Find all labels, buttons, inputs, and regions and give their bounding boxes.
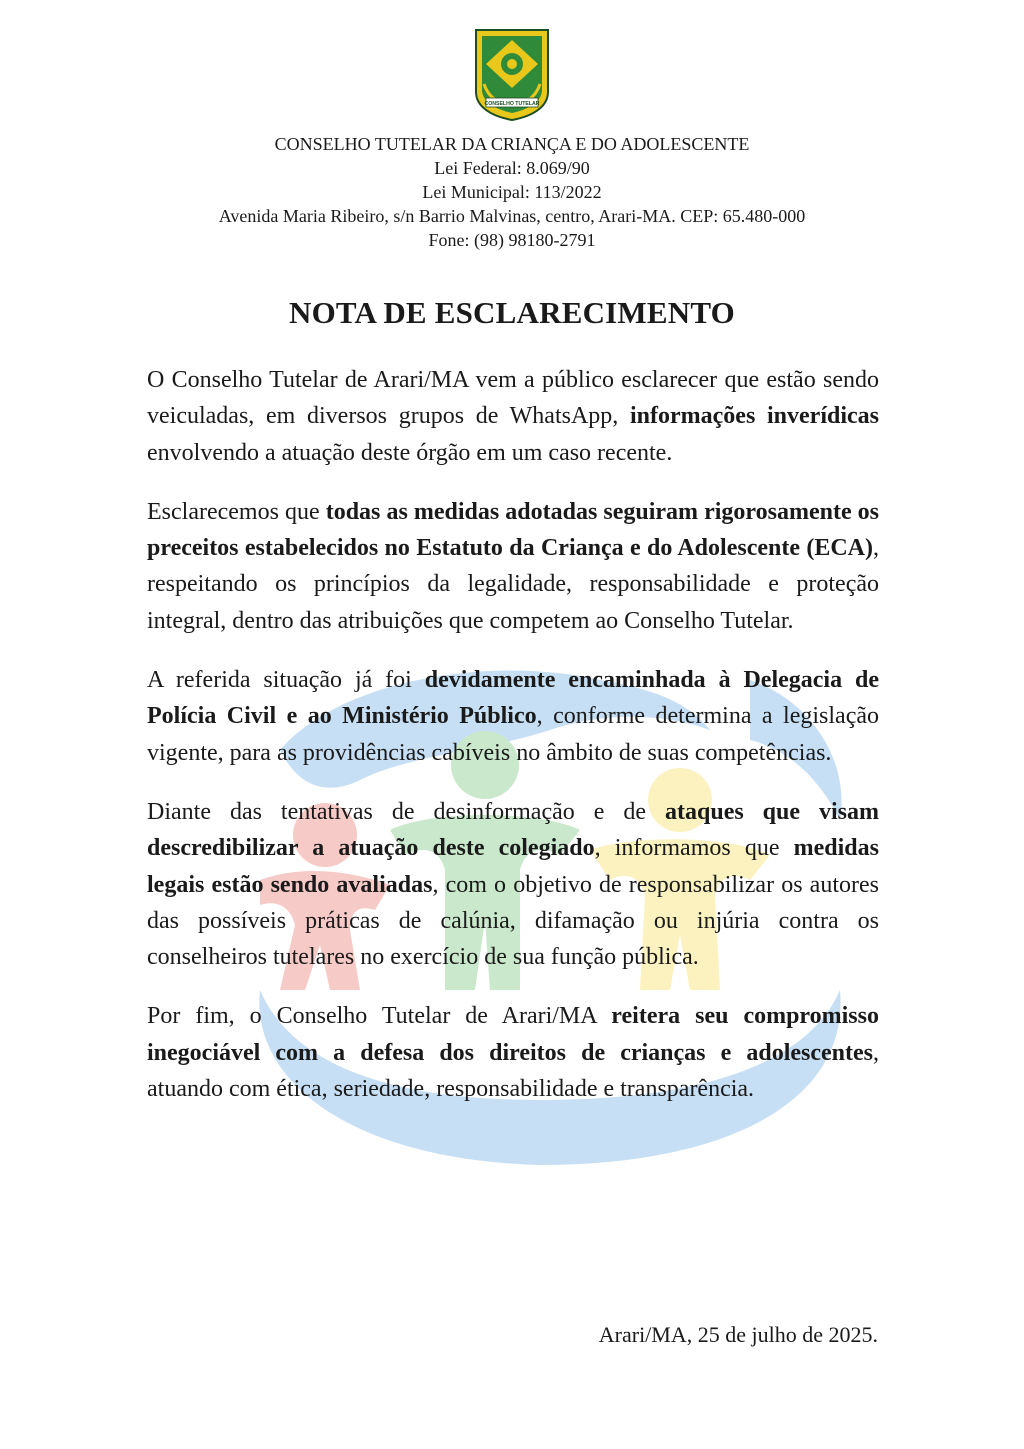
paragraph-text: , respeitando os princípios da legalidade, responsabilidade e proteção integral, dentro das atribuições que competem ao Conselho Tutelar. bbox=[147, 535, 879, 634]
document-body bbox=[147, 362, 879, 1130]
document-title: NOTA DE ESCLARECIMENTO bbox=[289, 295, 735, 330]
paragraph-text: Por fim, o Conselho Tutelar de Arari/MA bbox=[147, 1003, 612, 1030]
date-signoff: Arari/MA, 25 de julho de 2025. bbox=[598, 1322, 878, 1347]
paragraph-bold: devidamente encaminhada à Delegacia de Polícia Civil e ao Ministério Público bbox=[147, 667, 879, 730]
paragraph-1 bbox=[147, 362, 879, 471]
paragraph-text: , conforme determina a legislação vigente, para as providências cabíveis no âmbito de suas competências. bbox=[147, 703, 880, 766]
org-name: CONSELHO TUTELAR DA CRIANÇA E DO ADOLESCENTE bbox=[274, 134, 750, 154]
paragraph-bold: ataques que visam descredibilizar a atuação deste colegiado bbox=[147, 798, 879, 862]
address: Avenida Maria Ribeiro, s/n Barrio Malvinas, centro, Arari-MA. CEP: 65.480-000 bbox=[218, 206, 806, 226]
paragraph-text: O Conselho Tutelar de Arari/MA vem a público esclarecer que estão sendo veiculadas, em diversos grupos de WhatsApp, bbox=[147, 367, 879, 430]
crest-center-dot bbox=[507, 59, 517, 69]
paragraph-text: A referida situação já foi bbox=[147, 667, 425, 694]
conselho-tutelar-crest bbox=[462, 22, 562, 122]
paragraph-text: Diante das tentativas de desinformação e de bbox=[147, 798, 666, 825]
crest-ribbon-text: CONSELHO TUTELAR bbox=[484, 101, 540, 107]
paragraph-text: envolvendo a atuação deste órgão em um caso recente. bbox=[147, 439, 673, 466]
paragraph-2 bbox=[147, 494, 879, 639]
paragraph-bold: reitera seu compromisso inegociável com a defesa dos direitos de crianças e adolescentes bbox=[147, 1003, 879, 1066]
paragraph-bold: medidas legais estão sendo avaliadas bbox=[147, 835, 879, 898]
municipal-law: Lei Municipal: 113/2022 bbox=[422, 182, 602, 202]
phone: Fone: (98) 98180-2791 bbox=[428, 230, 596, 250]
paragraph-3 bbox=[147, 662, 879, 771]
paragraph-5 bbox=[147, 998, 879, 1107]
paragraph-4 bbox=[147, 794, 879, 975]
paragraph-bold: informações inverídicas bbox=[630, 403, 879, 430]
federal-law: Lei Federal: 8.069/90 bbox=[434, 158, 590, 178]
letterhead bbox=[0, 132, 1024, 252]
paragraph-text: , informamos que bbox=[594, 835, 794, 862]
paragraph-text: Esclarecemos que bbox=[147, 498, 326, 525]
paragraph-text: , atuando com ética, seriedade, responsabilidade e transparência. bbox=[147, 1039, 879, 1103]
paragraph-text: , com o objetivo de responsabilizar os autores das possíveis práticas de calúnia, difamação ou injúria contra os conselheiros tutelares no exercício de sua função pública. bbox=[147, 871, 879, 971]
paragraph-bold: todas as medidas adotadas seguiram rigorosamente os preceitos estabelecidos no Estatuto da Criança e do Adolescente (ECA) bbox=[147, 498, 879, 562]
